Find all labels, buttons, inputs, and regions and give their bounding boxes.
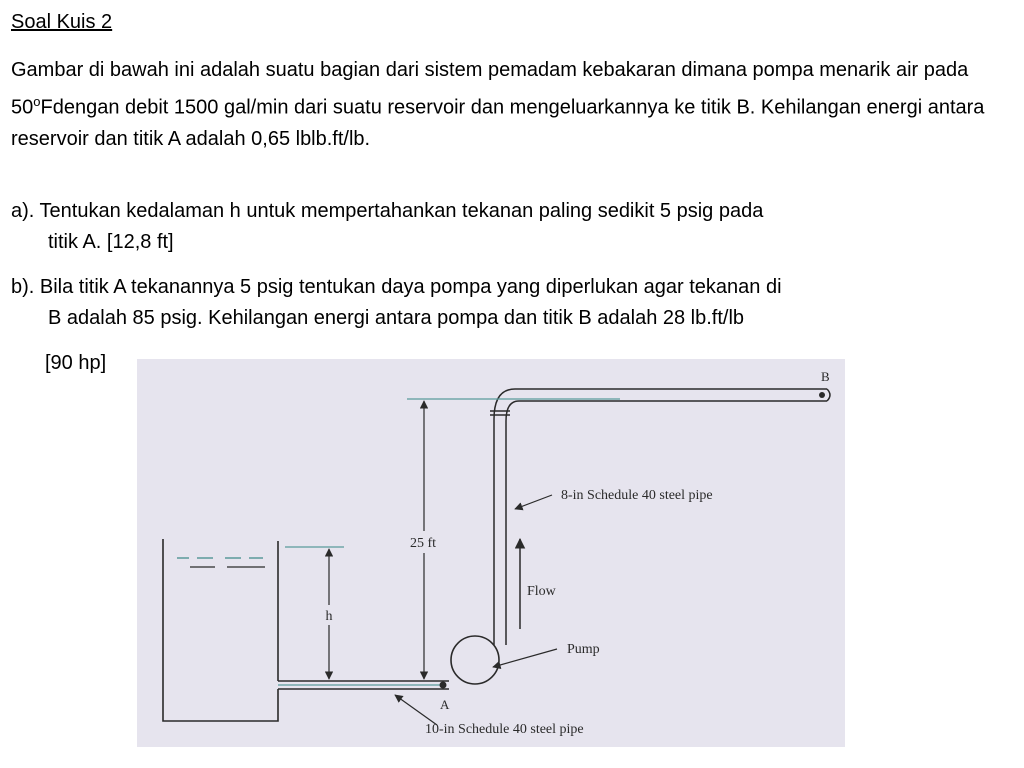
degree-superscript: o [33, 94, 41, 109]
question-b-line1: b). Bila titik A tekanannya 5 psig tentukan daya pompa yang diperlukan agar tekanan di [11, 276, 782, 298]
problem-text-part2: Fdengan debit 1500 gal/min dari suatu reservoir dan mengeluarkannya ke titik B. Kehilangan energi antara reservoir dan titik A adalah 0,65 lblb.ft/lb. [11, 96, 985, 150]
discharge-pipe-8in [490, 389, 830, 645]
label-8in-pipe: 8-in Schedule 40 steel pipe [561, 488, 713, 503]
leader-lines [395, 495, 557, 725]
flow-label: Flow [527, 584, 556, 599]
answer-b: [90 hp] [45, 352, 107, 374]
reservoir [163, 539, 278, 721]
level-reference-lines [285, 399, 620, 547]
question-a [11, 196, 1011, 258]
reservoir-water-surface [177, 558, 265, 567]
point-b-marker [819, 392, 825, 398]
question-a-line2: titik A. [12,8 ft] [48, 231, 174, 253]
problem-text-part1: Gambar di bawah ini adalah suatu bagian dari sistem pemadam kebakaran dimana pompa menarik air pada 50 [11, 59, 969, 119]
question-b-line2: B adalah 85 psig. Kehilangan energi antara pompa dan titik B adalah 28 lb.ft/lb [48, 307, 745, 329]
label-a: A [440, 697, 450, 712]
quiz-title: Soal Kuis 2 [11, 11, 113, 33]
dimension-h-label: h [325, 609, 333, 624]
suction-pipe-10in [278, 681, 449, 689]
problem-statement [11, 55, 1011, 155]
label-pump: Pump [567, 642, 600, 657]
pump-casing [451, 636, 499, 684]
question-b [11, 272, 1011, 334]
label-10in-pipe: 10-in Schedule 40 steel pipe [425, 722, 584, 737]
label-b: B [821, 369, 830, 384]
question-a-line1: a). Tentukan kedalaman h untuk mempertahankan tekanan paling sedikit 5 psig pada [11, 200, 764, 222]
fire-system-diagram [137, 359, 845, 747]
dimension-25ft-label: 25 ft [409, 536, 437, 551]
point-a-marker [440, 682, 447, 689]
